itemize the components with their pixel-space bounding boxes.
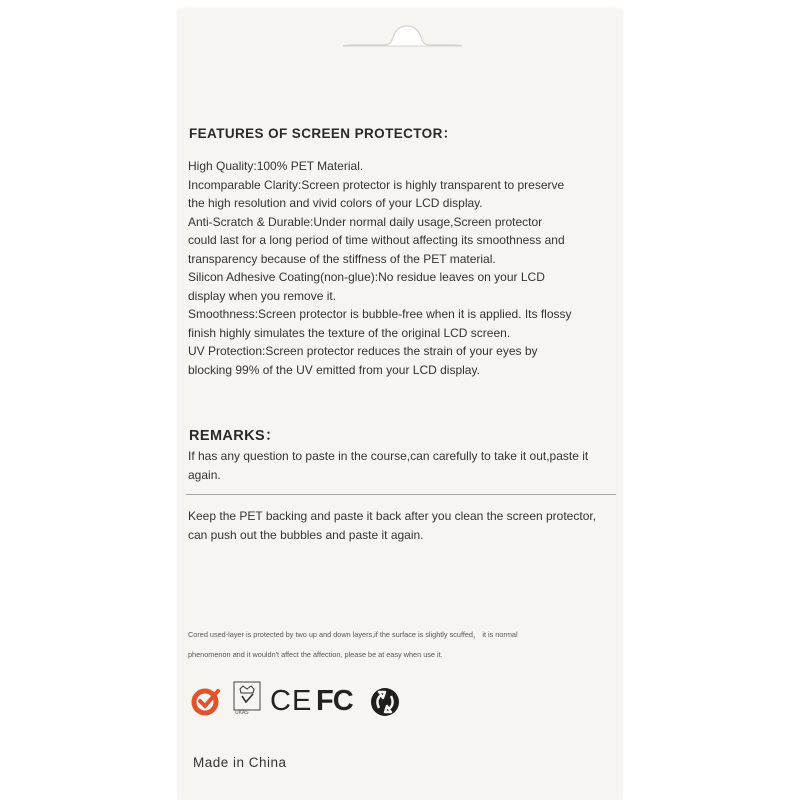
fineprint-note: [188, 625, 518, 665]
remarks-line: again.: [188, 467, 221, 482]
ukas-crown-icon: [233, 681, 261, 719]
remarks-heading: REMARKS：: [189, 428, 281, 444]
feature-line: the high resolution and vivid colors of your LCD display.: [188, 196, 483, 210]
feature-line: Smoothness:Screen protector is bubble-free when it is applied. Its flossy: [188, 307, 572, 321]
features-list: [188, 157, 572, 379]
ce-mark-icon: CE: [270, 685, 313, 717]
orange-check-circle-icon: [190, 687, 222, 717]
feature-line: display when you remove it.: [188, 288, 337, 303]
features-heading: FEATURES OF SCREEN PROTECTOR：: [189, 126, 457, 141]
package-card: [178, 9, 622, 800]
remarks-line: can push out the bubbles and paste it again.: [188, 527, 424, 542]
remarks-paragraph-2: [188, 507, 596, 544]
origin-label: Made in China: [193, 755, 287, 770]
feature-line: Incomparable Clarity:Screen protector is highly transparent to preserve: [188, 177, 565, 192]
fineprint-line: phenomenon and it wouldn't affect the affection, please be at easy when use it.: [188, 650, 443, 659]
feature-line: transparency because of the stiffness of the PET material.: [188, 251, 496, 266]
hang-hole-icon: [341, 24, 464, 48]
fcc-mark-icon: FC: [316, 685, 353, 717]
remarks-paragraph-1: [188, 447, 588, 484]
feature-line: Anti-Scratch & Durable:Under normal daily usage,Screen protector: [188, 214, 543, 229]
feature-line: finish highly simulates the texture of the original LCD screen.: [188, 325, 511, 340]
remarks-line: Keep the PET backing and paste it back after you clean the screen protector,: [188, 509, 597, 523]
divider: [186, 494, 616, 495]
ukas-label: UKAS: [235, 710, 249, 716]
feature-line: Silicon Adhesive Coating(non-glue):No residue leaves on your LCD: [188, 270, 545, 284]
fineprint-line: Cored used-layer is protected by two up and down layers,if the surface is slightly scuffed， it is normal: [188, 630, 518, 639]
recycle-circle-icon: [370, 687, 400, 717]
feature-line: UV Protection:Screen protector reduces the strain of your eyes by: [188, 344, 538, 358]
feature-line: High Quality:100% PET Material.: [188, 159, 364, 173]
certification-marks: [190, 681, 410, 721]
feature-line: could last for a long period of time without affecting its smoothness and: [188, 233, 565, 247]
feature-line: blocking 99% of the UV emitted from your LCD display.: [188, 362, 480, 377]
remarks-line: If has any question to paste in the course,can carefully to take it out,paste it: [188, 449, 589, 463]
